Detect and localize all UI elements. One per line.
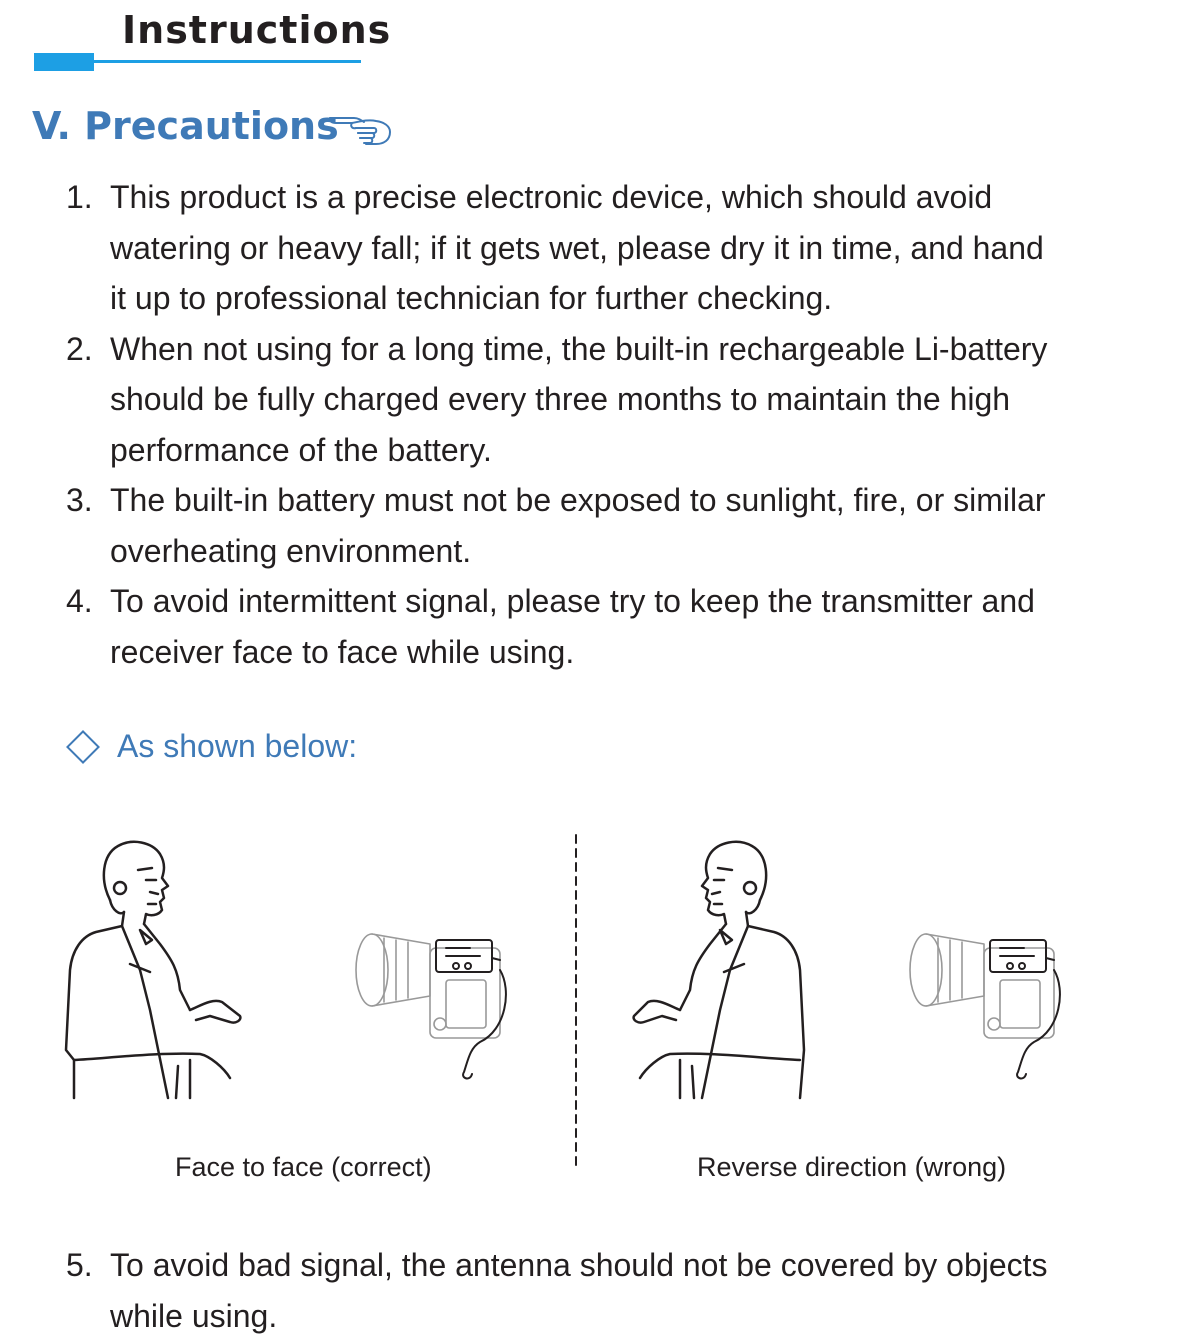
header-accent-block: [34, 53, 94, 71]
section-title: V. Precautions: [32, 104, 339, 148]
list-item-text: To avoid intermittent signal, please try to keep the transmitter and receiver face to face while using.: [110, 583, 1035, 670]
header-title: Instructions: [122, 8, 392, 52]
precautions-list: [66, 172, 1066, 677]
camera-receiver-right: [910, 934, 1054, 1038]
pointing-hand-icon: [328, 110, 394, 148]
list-item-number: 1.: [66, 179, 93, 215]
presenter-figure-right: [634, 842, 804, 1098]
list-item-number: 3.: [66, 482, 93, 518]
list-item: [66, 172, 1066, 324]
diamond-bullet-icon: [66, 730, 100, 764]
caption-wrong: Reverse direction (wrong): [697, 1152, 1007, 1182]
list-item: [66, 475, 1066, 576]
presenter-figure-left: [66, 842, 240, 1098]
list-item-number: 2.: [66, 330, 93, 367]
list-item: [66, 324, 1066, 476]
shown-below-label: As shown below:: [117, 728, 358, 764]
orientation-illustration: [0, 820, 1184, 1180]
list-item-number: 4.: [66, 583, 93, 619]
list-item-number: 5.: [66, 1247, 93, 1283]
shown-below-heading: [66, 728, 357, 765]
list-item: [66, 576, 1066, 677]
camera-receiver-left: [356, 934, 500, 1038]
caption-correct: Face to face (correct): [175, 1152, 432, 1182]
list-item-text: To avoid bad signal, the antenna should not be covered by objects while using.: [110, 1247, 1048, 1334]
list-item-text: When not using for a long time, the built-in rechargeable Li-battery should be fully charged every three months to maintain the high performance of the battery.: [110, 330, 1048, 468]
list-item-text: This product is a precise electronic device, which should avoid watering or heavy fall; if it gets wet, please dry it in time, and hand it up to professional technician for further checking.: [110, 179, 1044, 316]
list-item-text: The built-in battery must not be exposed to sunlight, fire, or similar overheating environment.: [110, 482, 1046, 569]
